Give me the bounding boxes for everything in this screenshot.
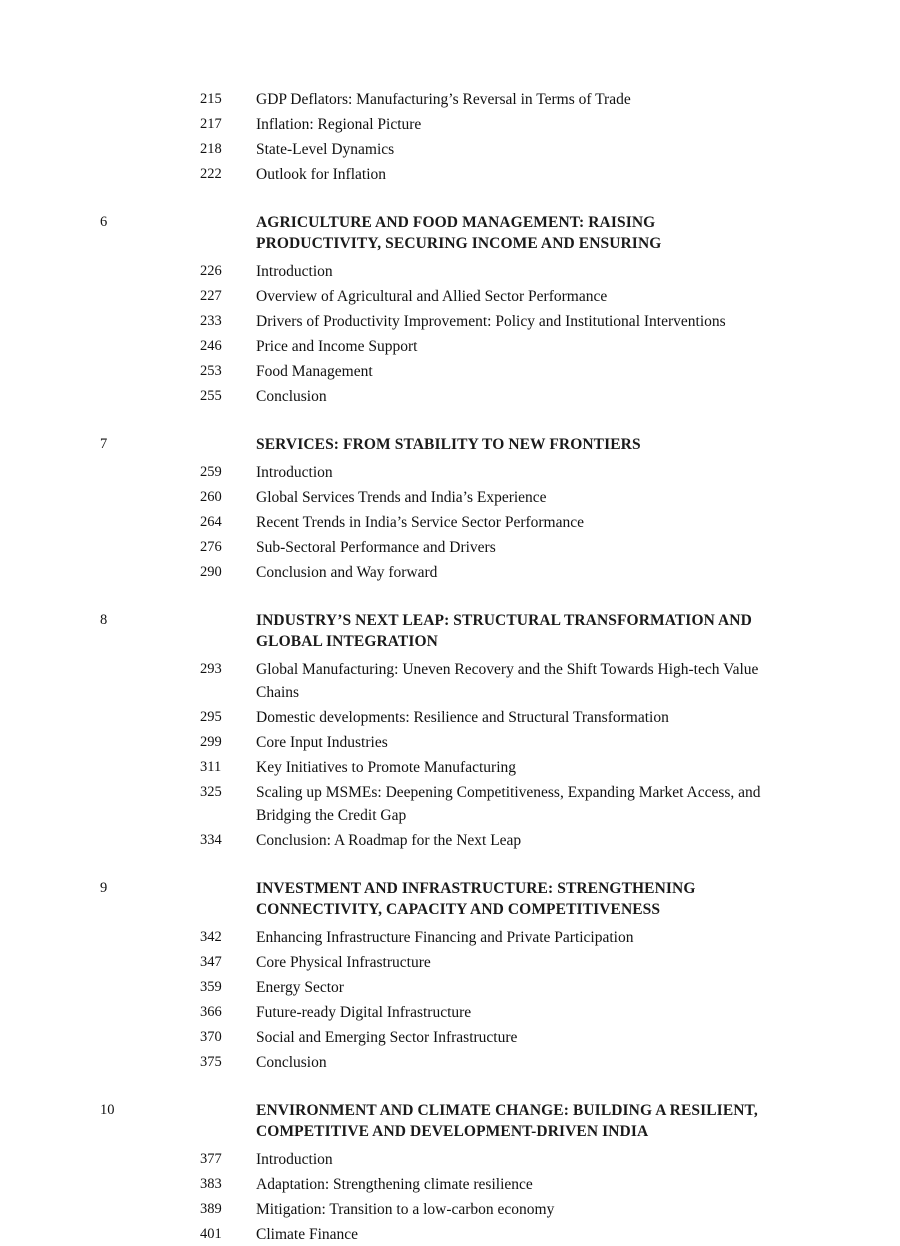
toc-entry[interactable] xyxy=(100,138,800,161)
toc-entry-title: Future-ready Digital Infrastructure xyxy=(256,1004,472,1021)
toc-entry[interactable] xyxy=(100,1001,800,1024)
toc-entry[interactable] xyxy=(100,756,800,779)
toc-entry[interactable] xyxy=(100,163,800,186)
toc-entry-page-number: 299 xyxy=(200,734,222,750)
toc-entry-page-number: 233 xyxy=(200,313,222,329)
toc-entry-title: Conclusion: A Roadmap for the Next Leap xyxy=(256,832,522,849)
toc-entry-page-number: 215 xyxy=(200,91,222,107)
toc-chapter-group xyxy=(100,878,800,1074)
toc-entry[interactable] xyxy=(100,1223,800,1246)
toc-entry-title: Food Management xyxy=(256,363,373,380)
toc-entry[interactable] xyxy=(100,360,800,383)
toc-chapter-number: 7 xyxy=(100,436,108,452)
toc-chapter-number: 8 xyxy=(100,612,108,628)
toc-entry-title: Price and Income Support xyxy=(256,338,418,355)
toc-chapter-title: AGRICULTURE AND FOOD MANAGEMENT: RAISING PRODUCTIVITY, SECURING INCOME AND ENSURING xyxy=(256,214,662,252)
toc-entry-title: Adaptation: Strengthening climate resilience xyxy=(256,1176,533,1193)
toc-entry-page-number: 259 xyxy=(200,464,222,480)
toc-entry-page-number: 260 xyxy=(200,489,222,505)
toc-chapter-heading[interactable] xyxy=(100,1100,800,1142)
toc-chapter-title: ENVIRONMENT AND CLIMATE CHANGE: BUILDING A RESILIENT, COMPETITIVE AND DEVELOPMENT-DRIVEN INDIA xyxy=(256,1102,758,1140)
toc-chapter-group xyxy=(100,1100,800,1246)
toc-entry-title: Drivers of Productivity Improvement: Policy and Institutional Interventions xyxy=(256,313,726,330)
toc-chapter-number: 10 xyxy=(100,1102,115,1118)
toc-entry-page-number: 375 xyxy=(200,1054,222,1070)
toc-entry-page-number: 255 xyxy=(200,388,222,404)
toc-entry[interactable] xyxy=(100,260,800,283)
toc-entry-title: Climate Finance xyxy=(256,1226,359,1243)
toc-entry-title: Social and Emerging Sector Infrastructure xyxy=(256,1029,518,1046)
toc-entry-title: Introduction xyxy=(256,1151,333,1168)
toc-entry-page-number: 359 xyxy=(200,979,222,995)
toc-entry[interactable] xyxy=(100,1026,800,1049)
toc-entry-page-number: 222 xyxy=(200,166,222,182)
toc-entry-page-number: 370 xyxy=(200,1029,222,1045)
toc-entry-page-number: 334 xyxy=(200,832,222,848)
toc-entry-page-number: 226 xyxy=(200,263,222,279)
toc-entry[interactable] xyxy=(100,658,800,704)
toc-entry[interactable] xyxy=(100,511,800,534)
toc-entry-page-number: 246 xyxy=(200,338,222,354)
toc-entry-page-number: 290 xyxy=(200,564,222,580)
toc-chapter-heading[interactable] xyxy=(100,878,800,920)
toc-entry-title: Core Physical Infrastructure xyxy=(256,954,431,971)
toc-entry[interactable] xyxy=(100,335,800,358)
toc-entry[interactable] xyxy=(100,561,800,584)
toc-entry-page-number: 383 xyxy=(200,1176,222,1192)
toc-entry-title: GDP Deflators: Manufacturing’s Reversal in Terms of Trade xyxy=(256,91,631,108)
toc-entry[interactable] xyxy=(100,461,800,484)
toc-entry-title: Overview of Agricultural and Allied Sector Performance xyxy=(256,288,608,305)
toc-chapter-group xyxy=(100,610,800,852)
toc-chapter-heading[interactable] xyxy=(100,434,800,455)
toc-entry-page-number: 264 xyxy=(200,514,222,530)
toc-chapter-heading[interactable] xyxy=(100,212,800,254)
toc-entry[interactable] xyxy=(100,951,800,974)
toc-chapter-group xyxy=(100,434,800,584)
toc-entry[interactable] xyxy=(100,285,800,308)
toc-entry[interactable] xyxy=(100,781,800,827)
toc-entry-page-number: 217 xyxy=(200,116,222,132)
toc-entry-page-number: 276 xyxy=(200,539,222,555)
toc-entry-page-number: 293 xyxy=(200,661,222,677)
toc-entry-title: Introduction xyxy=(256,263,333,280)
toc-entry-title: Inflation: Regional Picture xyxy=(256,116,422,133)
toc-entry-page-number: 311 xyxy=(200,759,222,775)
toc-entry-page-number: 218 xyxy=(200,141,222,157)
toc-chapter-title: INVESTMENT AND INFRASTRUCTURE: STRENGTHENING CONNECTIVITY, CAPACITY AND COMPETITIVENESS xyxy=(256,880,696,918)
toc-chapter-group xyxy=(100,212,800,408)
toc-chapter-number: 9 xyxy=(100,880,108,896)
toc-entry-title: Enhancing Infrastructure Financing and Private Participation xyxy=(256,929,634,946)
toc-continued-section xyxy=(100,88,800,186)
toc-entry-title: Key Initiatives to Promote Manufacturing xyxy=(256,759,516,776)
toc-entry-title: Introduction xyxy=(256,464,333,481)
toc-chapter-number: 6 xyxy=(100,214,108,230)
toc-entry-page-number: 227 xyxy=(200,288,222,304)
toc-entry[interactable] xyxy=(100,976,800,999)
toc-entry-page-number: 253 xyxy=(200,363,222,379)
toc-entry[interactable] xyxy=(100,1198,800,1221)
toc-entry[interactable] xyxy=(100,926,800,949)
toc-chapter-title: INDUSTRY’S NEXT LEAP: STRUCTURAL TRANSFORMATION AND GLOBAL INTEGRATION xyxy=(256,612,752,650)
toc-entry-page-number: 325 xyxy=(200,784,222,800)
toc-entry[interactable] xyxy=(100,385,800,408)
toc-entry-page-number: 401 xyxy=(200,1226,222,1242)
toc-entry-title: Sub-Sectoral Performance and Drivers xyxy=(256,539,496,556)
table-of-contents xyxy=(100,88,800,1246)
toc-entry[interactable] xyxy=(100,88,800,111)
toc-entry-title: Mitigation: Transition to a low-carbon economy xyxy=(256,1201,555,1218)
toc-entry-page-number: 389 xyxy=(200,1201,222,1217)
toc-entry-title: Domestic developments: Resilience and Structural Transformation xyxy=(256,709,669,726)
toc-entry-title: Scaling up MSMEs: Deepening Competitiveness, Expanding Market Access, and Bridging the Credit Gap xyxy=(256,784,761,824)
toc-entry-title: Recent Trends in India’s Service Sector Performance xyxy=(256,514,584,531)
toc-entry-title: Conclusion xyxy=(256,388,327,405)
toc-entry[interactable] xyxy=(100,113,800,136)
toc-entry[interactable] xyxy=(100,310,800,333)
toc-entry-page-number: 377 xyxy=(200,1151,222,1167)
toc-entry-page-number: 342 xyxy=(200,929,222,945)
toc-entry-page-number: 366 xyxy=(200,1004,222,1020)
toc-entry[interactable] xyxy=(100,486,800,509)
toc-entry-title: Global Services Trends and India’s Experience xyxy=(256,489,547,506)
toc-entry[interactable] xyxy=(100,1148,800,1171)
toc-entry-title: Core Input Industries xyxy=(256,734,388,751)
toc-entry-page-number: 347 xyxy=(200,954,222,970)
toc-entry[interactable] xyxy=(100,1051,800,1074)
toc-entry-title: Conclusion xyxy=(256,1054,327,1071)
toc-entry-page-number: 295 xyxy=(200,709,222,725)
toc-entry-title: Outlook for Inflation xyxy=(256,166,387,183)
toc-entry[interactable] xyxy=(100,829,800,852)
toc-entry-title: Conclusion and Way forward xyxy=(256,564,438,581)
toc-entry-title: Energy Sector xyxy=(256,979,344,996)
toc-entry[interactable] xyxy=(100,731,800,754)
toc-chapter-heading[interactable] xyxy=(100,610,800,652)
toc-entry[interactable] xyxy=(100,536,800,559)
toc-entry[interactable] xyxy=(100,1173,800,1196)
toc-chapter-title: SERVICES: FROM STABILITY TO NEW FRONTIERS xyxy=(256,436,641,453)
toc-entry-title: State-Level Dynamics xyxy=(256,141,395,158)
toc-entry-title: Global Manufacturing: Uneven Recovery and the Shift Towards High-tech Value Chains xyxy=(256,661,759,701)
toc-entry[interactable] xyxy=(100,706,800,729)
